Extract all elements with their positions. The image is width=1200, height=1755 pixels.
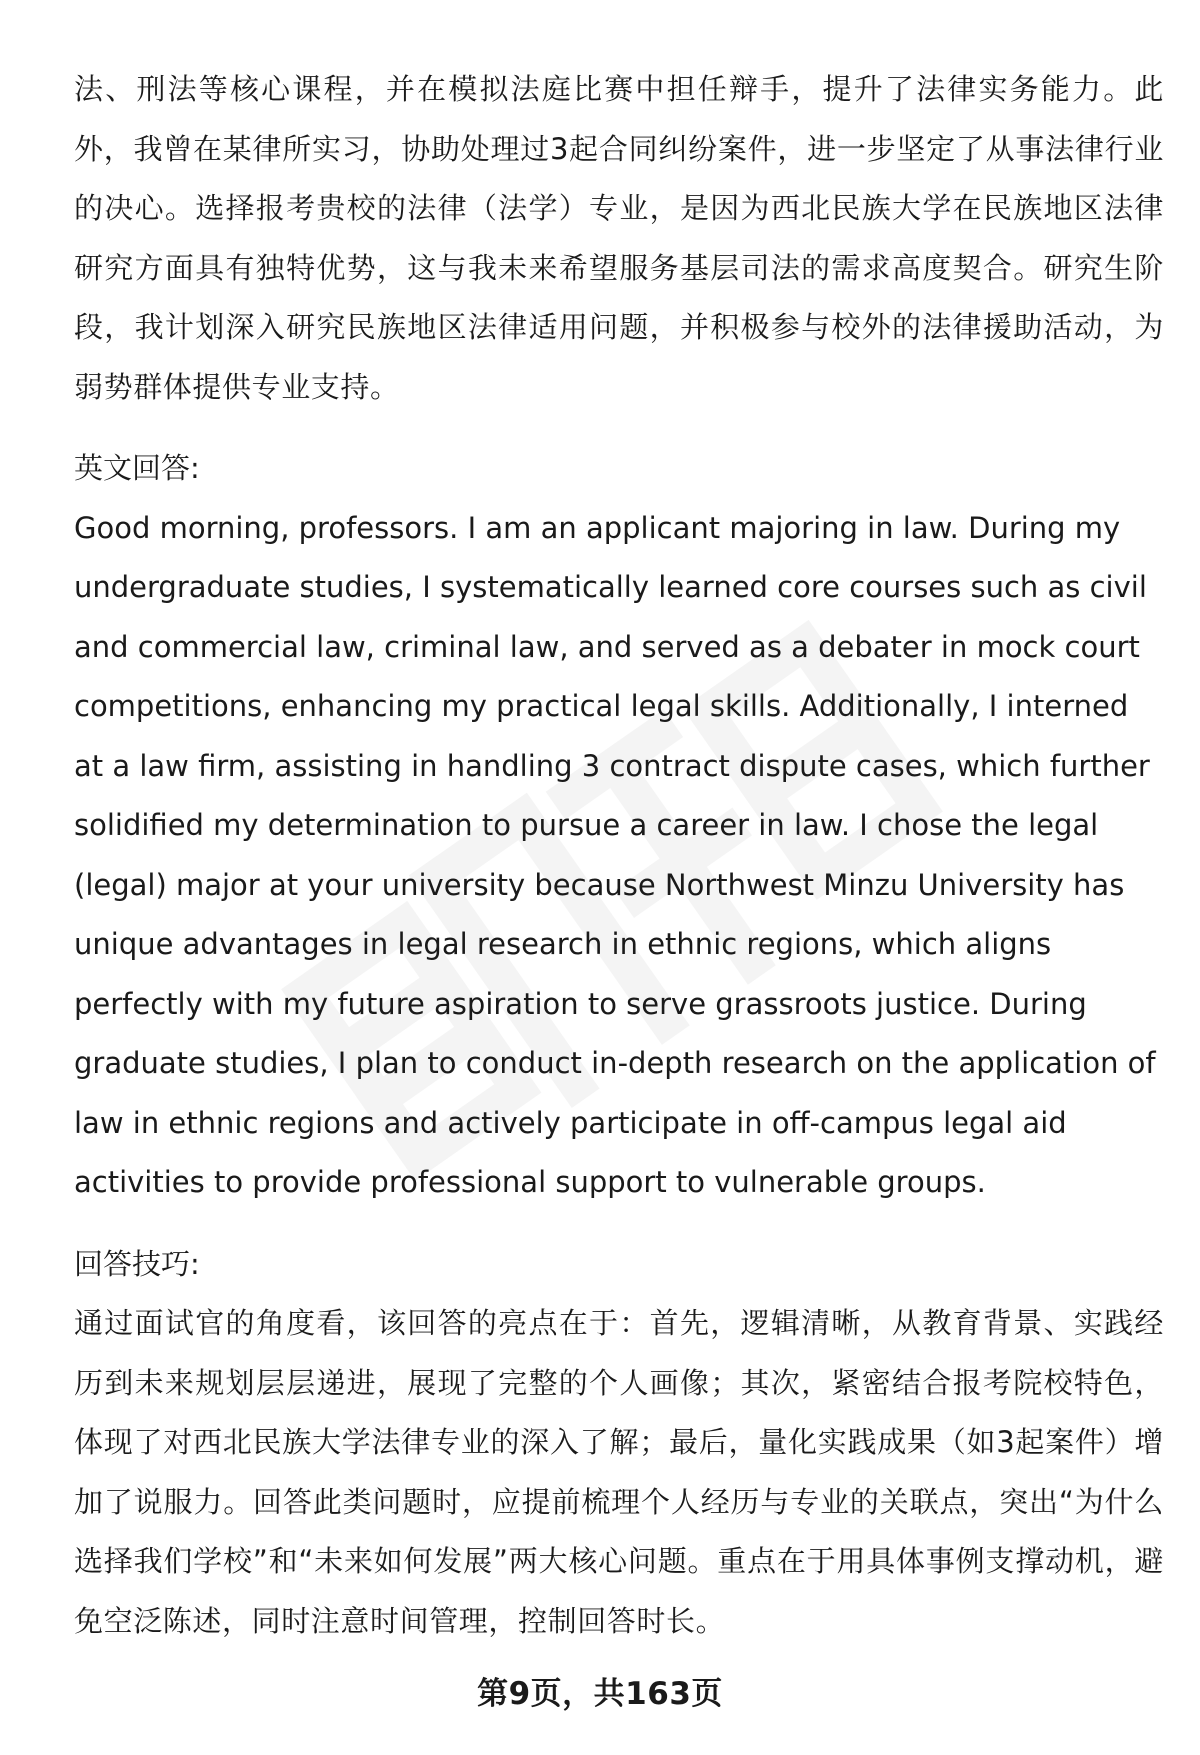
intro-cn-paragraph: 法、刑法等核心课程，并在模拟法庭比赛中担任辩手，提升了法律实务能力。此外，我曾在某律所实习，协助处理过3起合同纠纷案件，进一步坚定了从事法律行业的决心。选择报考贵校的法律（法学）专业，是因为西北民族大学在民族地区法律研究方面具有独特优势，这与我未来希望服务基层司法的需求高度契合。研究生阶段，我计划深入研究民族地区法律适用问题，并积极参与校外的法律援助活动，为弱势群体提供专业支持。 [74,72,1164,404]
answer-tips-heading: 回答技巧: [74,1246,200,1281]
english-answer-paragraph: Good morning, professors. I am an applicant majoring in law. During my undergraduate studies, I systematically learned core courses such as civil and commercial law, criminal law, and served as a debater in mock court competitions, enhancing my practical legal skills. Additionally, I interned at a law firm, assisting in handling 3 contract dispute cases, which further solidified my determination to pursue a career in law. I chose the legal (legal) major at your university because Northwest Minzu University has unique advantages in legal research in ethnic regions, which aligns perfectly with my future aspiration to serve grassroots justice. During graduate studies, I plan to conduct in-depth research on the application of law in ethnic regions and actively participate in off-campus legal aid activities to provide professional support to vulnerable groups. [74,510,1156,1199]
english-answer-heading: 英文回答: [74,451,200,485]
main-content [74,60,1164,1651]
answer-tips-paragraph: 通过面试官的角度看，该回答的亮点在于：首先，逻辑清晰，从教育背景、实践经历到未来规划层层递进，展现了完整的个人画像；其次，紧密结合报考院校特色，体现了对西北民族大学法律专业的深入了解；最后，量化实践成果（如3起案件）增加了说服力。回答此类问题时，应提前梳理个人经历与专业的关联点，突出“为什么选择我们学校”和“未来如何发展”两大核心问题。重点在于用具体事例支撑动机，避免空泛陈述，同时注意时间管理，控制回答时长。 [74,1306,1164,1638]
page-number-footer: 第9页，共163页 [477,1676,723,1712]
